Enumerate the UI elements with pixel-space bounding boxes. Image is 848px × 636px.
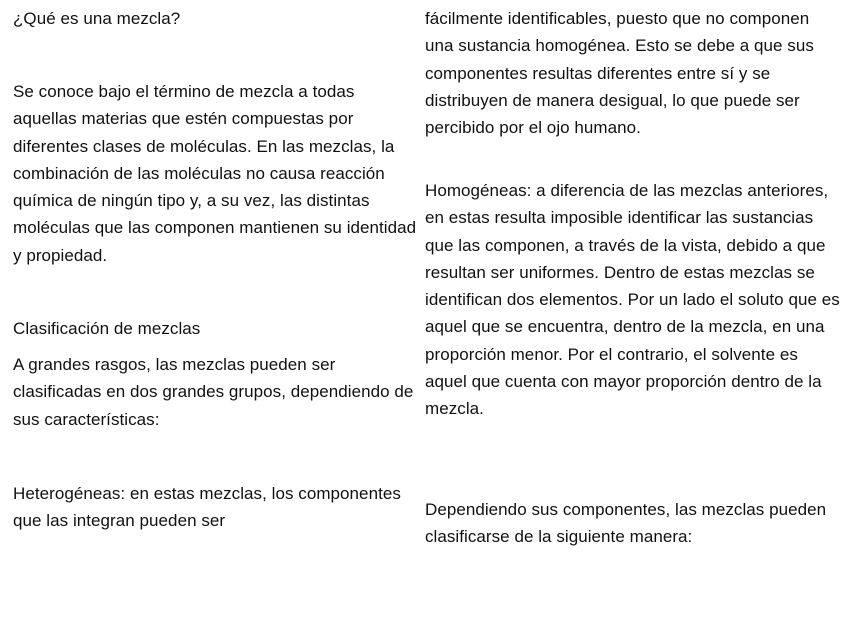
closing-paragraph: Dependiendo sus componentes, las mezclas pueden clasificarse de la siguiente manera:: [425, 500, 827, 547]
homogeneous-paragraph: Homogéneas: a diferencia de las mezclas anteriores, en estas resulta imposible identificar las sustancias que las componen, a través de la vista, debido a que resultan ser uniformes. Dentro de estas mezclas se identifican dos elementos. Por un lado el soluto que es aquel que se encuentra, dentro de la mezcla, en una proporción menor. Por el contrario, el solvente es aquel que cuenta con mayor proporción dentro de la mezcla.: [425, 181, 840, 419]
heterogeneous-paragraph: Heterogéneas: en estas mezclas, los componentes que las integran pueden ser: [13, 484, 401, 531]
continuation-paragraph: fácilmente identificables, puesto que no componen una sustancia homogénea. Esto se debe a que sus componentes resultas diferentes entre sí y se distribuyen de manera desigual, lo que puede ser percibido por el ojo humano.: [425, 9, 814, 138]
classification-title: Clasificación de mezclas: [13, 319, 201, 338]
question-title: ¿Qué es una mezcla?: [13, 9, 181, 28]
classification-paragraph: A grandes rasgos, las mezclas pueden ser clasificadas en dos grandes grupos, dependiendo de sus características:: [13, 355, 414, 429]
intro-paragraph: Se conoce bajo el término de mezcla a todas aquellas materias que estén compuestas por diferentes clases de moléculas. En las mezclas, la combinación de las moléculas no causa reacción química de ningún tipo y, a su vez, las distintas moléculas que las componen mantienen su identidad y propiedad.: [13, 82, 417, 265]
